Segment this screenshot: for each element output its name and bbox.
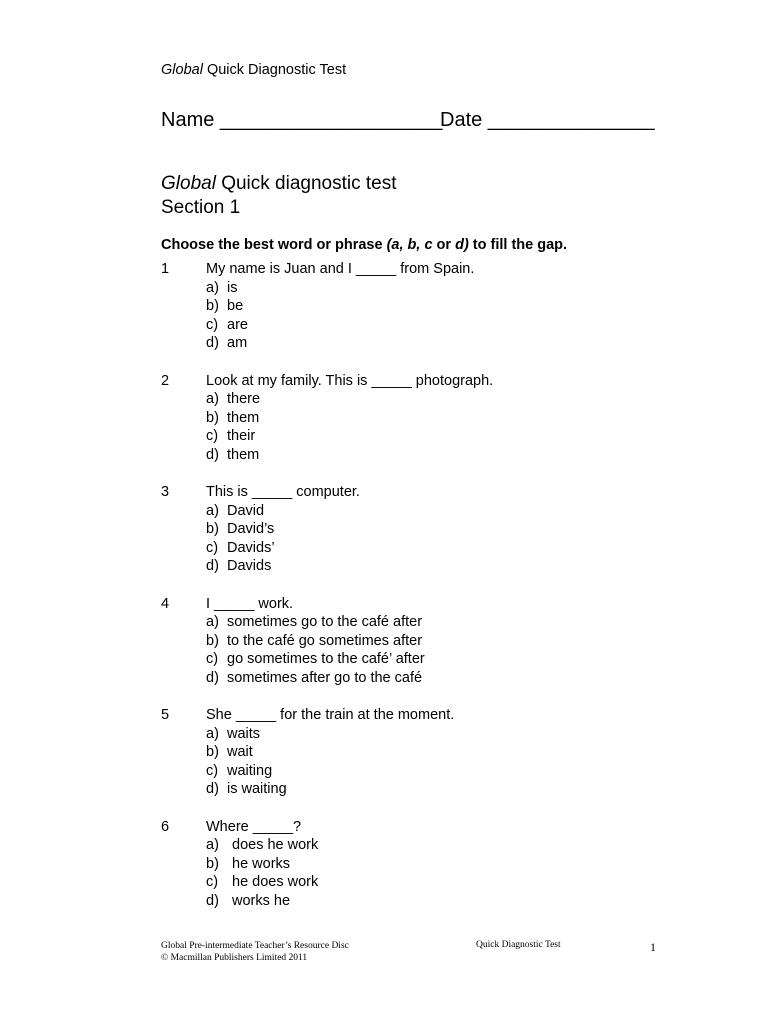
test-title (161, 172, 397, 196)
answer-option (206, 540, 275, 559)
answer-options (206, 280, 248, 354)
answer-option (206, 726, 287, 745)
answer-options (206, 503, 275, 577)
option-letter: c) (206, 428, 219, 445)
option-letter: a) (206, 279, 219, 296)
option-letter: b) (206, 744, 219, 761)
option-letter: c) (206, 539, 219, 556)
answer-option (206, 651, 425, 670)
option-text: David (227, 502, 265, 519)
test-title-rest: Quick diagnostic test (215, 173, 397, 194)
option-text: to the café go sometimes after (227, 632, 423, 649)
option-text: David’s (227, 521, 275, 538)
name-field-label: Name ____________________ (161, 109, 443, 131)
answer-option (206, 874, 318, 893)
answer-options (206, 391, 260, 465)
section-title: Section 1 (161, 197, 241, 218)
question-item (161, 596, 681, 708)
answer-option (206, 781, 287, 800)
option-text: their (227, 428, 256, 445)
question-number: 5 (161, 707, 170, 723)
answer-option (206, 670, 425, 689)
header-title-rest: Quick Diagnostic Test (202, 62, 347, 78)
question-number: 2 (161, 372, 170, 389)
option-text: he works (232, 855, 291, 872)
option-letter: b) (206, 855, 219, 872)
option-text: wait (227, 744, 253, 761)
option-letter: a) (206, 725, 219, 742)
footer-line-2: © Macmillan Publishers Limited 2011 (161, 953, 308, 963)
question-text: Where _____? (206, 818, 302, 835)
instruction-part-1: Choose the best word or phrase (161, 237, 387, 253)
answer-option (206, 317, 248, 336)
option-text: am (227, 335, 248, 352)
option-letter: c) (206, 874, 219, 891)
answer-option (206, 763, 287, 782)
option-text: sometimes after go to the café (227, 669, 423, 686)
option-text: them (227, 409, 260, 426)
page-header-title (161, 62, 346, 78)
answer-option (206, 280, 248, 299)
option-text: waiting (227, 762, 273, 779)
option-text: is (227, 279, 238, 296)
answer-option (206, 391, 260, 410)
option-letter: d) (206, 781, 219, 798)
option-letter: d) (206, 558, 219, 575)
test-title-italic: Global (161, 173, 216, 194)
question-text: Look at my family. This is _____ photograph. (206, 372, 494, 389)
answer-option (206, 614, 425, 633)
answer-options (206, 726, 287, 800)
instruction-part-5: to fill the gap. (468, 237, 568, 253)
option-text: is waiting (227, 781, 287, 798)
option-text: does he work (232, 837, 319, 853)
answer-option (206, 744, 287, 763)
question-item (161, 484, 681, 596)
answer-option (206, 428, 260, 447)
option-letter: a) (206, 391, 219, 407)
question-text: She _____ for the train at the moment. (206, 707, 455, 723)
option-text: go sometimes to the café’ after (227, 651, 425, 668)
question-list (161, 261, 681, 930)
answer-option (206, 633, 425, 652)
option-text: Davids (227, 558, 272, 575)
option-text: there (227, 391, 261, 407)
option-letter: b) (206, 521, 219, 538)
option-letter: b) (206, 409, 219, 426)
question-text: This is _____ computer. (206, 484, 360, 500)
option-letter: c) (206, 316, 219, 333)
option-text: Davids’ (227, 539, 275, 556)
answer-options (206, 837, 318, 911)
option-text: sometimes go to the café after (227, 614, 423, 630)
option-letter: a) (206, 614, 219, 630)
answer-option (206, 410, 260, 429)
option-text: them (227, 446, 260, 463)
answer-option (206, 856, 318, 875)
option-letter: a) (206, 837, 219, 853)
question-item (161, 707, 681, 819)
question-number: 6 (161, 818, 170, 835)
answer-options (206, 614, 425, 688)
question-number: 3 (161, 484, 170, 500)
option-letter: c) (206, 762, 219, 779)
question-number: 1 (161, 261, 170, 277)
option-letter: d) (206, 335, 219, 352)
answer-option (206, 558, 275, 577)
option-text: are (227, 316, 248, 333)
instruction-part-2: (a, b, c (386, 237, 433, 253)
answer-option (206, 335, 248, 354)
option-letter: d) (206, 892, 219, 909)
page-number: 1 (650, 940, 656, 954)
option-letter: d) (206, 446, 219, 463)
name-date-row (161, 109, 655, 132)
option-text: he does work (232, 874, 319, 891)
option-letter: a) (206, 502, 219, 519)
option-letter: c) (206, 651, 219, 668)
option-letter: b) (206, 632, 219, 649)
footer-line-1: Global Pre-intermediate Teacher’s Resource Disc (161, 941, 349, 951)
question-item (161, 261, 681, 373)
option-text: works he (232, 892, 291, 909)
footer-copyright (161, 940, 349, 964)
answer-option (206, 837, 318, 856)
answer-option (206, 521, 275, 540)
option-text: waits (227, 725, 261, 742)
instruction-part-4: d) (455, 237, 469, 253)
option-text: be (227, 298, 244, 315)
header-title-italic: Global (161, 62, 203, 78)
question-text: My name is Juan and I _____ from Spain. (206, 261, 475, 277)
option-letter: d) (206, 669, 219, 686)
answer-option (206, 893, 318, 912)
question-item (161, 373, 681, 485)
question-item (161, 819, 681, 931)
instruction-text (161, 237, 567, 253)
answer-option (206, 503, 275, 522)
footer-doc-title: Quick Diagnostic Test (476, 940, 561, 950)
question-number: 4 (161, 595, 170, 612)
date-field-label: Date _______________ (440, 109, 655, 131)
instruction-part-3: or (432, 237, 456, 253)
option-letter: b) (206, 298, 219, 315)
answer-option (206, 298, 248, 317)
answer-option (206, 447, 260, 466)
question-text: I _____ work. (206, 595, 294, 612)
